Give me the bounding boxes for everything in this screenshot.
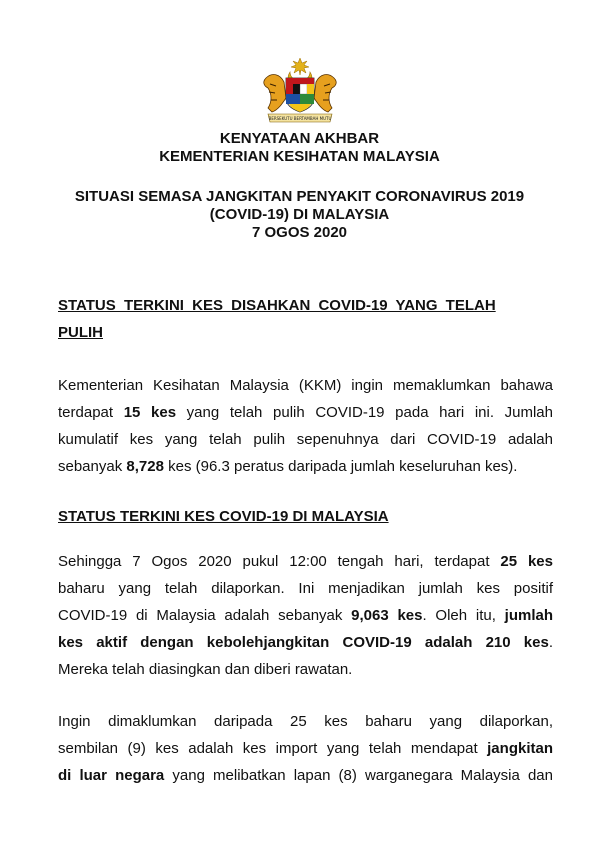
release-date: 7 OGOS 2020 (251, 224, 348, 241)
text-run: Sehingga 7 Ogos 2020 pukul 12:00 tengah hari, terdapat (58, 553, 501, 570)
ministry-name: KEMENTERIAN KESIHATAN MALAYSIA (159, 148, 440, 165)
paragraph-line (58, 629, 553, 656)
new-cases-count: 25 kes (500, 553, 553, 570)
coat-of-arms-icon (260, 58, 340, 124)
section-status-heading: STATUS TERKINI KES COVID-19 DI MALAYSIA (58, 508, 389, 525)
text-run: sebanyak (58, 458, 127, 475)
total-cases-count: 9,063 kes (351, 607, 423, 624)
text-run: kes (96.3 peratus daripada jumlah keseluruhan kes). (163, 458, 518, 475)
press-release-title: KENYATAAN AKHBAR (219, 130, 380, 147)
section-recovered-heading-line2: PULIH (58, 324, 103, 341)
paragraph-imported (58, 708, 553, 789)
paragraph-line (58, 548, 553, 575)
paragraph-line (58, 602, 553, 629)
paragraph-line (58, 762, 553, 789)
situation-heading (40, 188, 559, 242)
situation-title-line1: SITUASI SEMASA JANGKITAN PENYAKIT CORONAVIRUS 2019 (74, 188, 525, 205)
text-run: sembilan (9) kes adalah kes import yang telah mendapat (58, 740, 488, 757)
paragraph-line: Ingin dimaklumkan daripada 25 kes baharu yang dilaporkan, (58, 713, 553, 730)
paragraph-line (58, 453, 553, 480)
text-run: yang telah pulih COVID-19 pada hari ini. Jumlah (176, 404, 553, 421)
text-run-bold: di luar negara (58, 767, 165, 784)
section-recovered-heading (58, 292, 553, 346)
paragraph-line: baharu yang telah dilaporkan. Ini menjadikan jumlah kes positif (58, 580, 553, 597)
paragraph-line: Kementerian Kesihatan Malaysia (KKM) ingin memaklumkan bahawa (58, 377, 553, 394)
text-run: . (548, 634, 553, 651)
text-run: COVID-19 di Malaysia adalah sebanyak (58, 607, 352, 624)
recovered-total-count: 8,728 (126, 458, 164, 475)
press-release-heading (40, 130, 559, 166)
section-recovered-heading-line1: STATUS TERKINI KES DISAHKAN COVID-19 YANG TELAH (58, 297, 496, 314)
crest-motto: BERSEKUTU BERTAMBAH MUTU (268, 116, 332, 121)
situation-title-line2: (COVID-19) DI MALAYSIA (209, 206, 390, 223)
paragraph-recovered (58, 372, 553, 480)
text-run-bold: jangkitan (487, 740, 553, 757)
text-run: terdapat (58, 404, 124, 421)
text-run-bold: jumlah (504, 607, 554, 624)
recovered-today-count: 15 kes (123, 404, 177, 421)
paragraph-line (58, 735, 553, 762)
paragraph-line: Mereka telah diasingkan dan diberi rawatan. (58, 661, 353, 678)
paragraph-status (58, 548, 553, 683)
paragraph-line: kumulatif kes yang telah pulih sepenuhnya dari COVID-19 adalah (58, 431, 553, 448)
paragraph-line (58, 399, 553, 426)
active-cases-statement: kes aktif dengan kebolehjangkitan COVID-19 adalah 210 kes (58, 634, 549, 651)
text-run: yang melibatkan lapan (8) warganegara Malaysia dan (164, 767, 553, 784)
text-run: . Oleh itu, (422, 607, 505, 624)
